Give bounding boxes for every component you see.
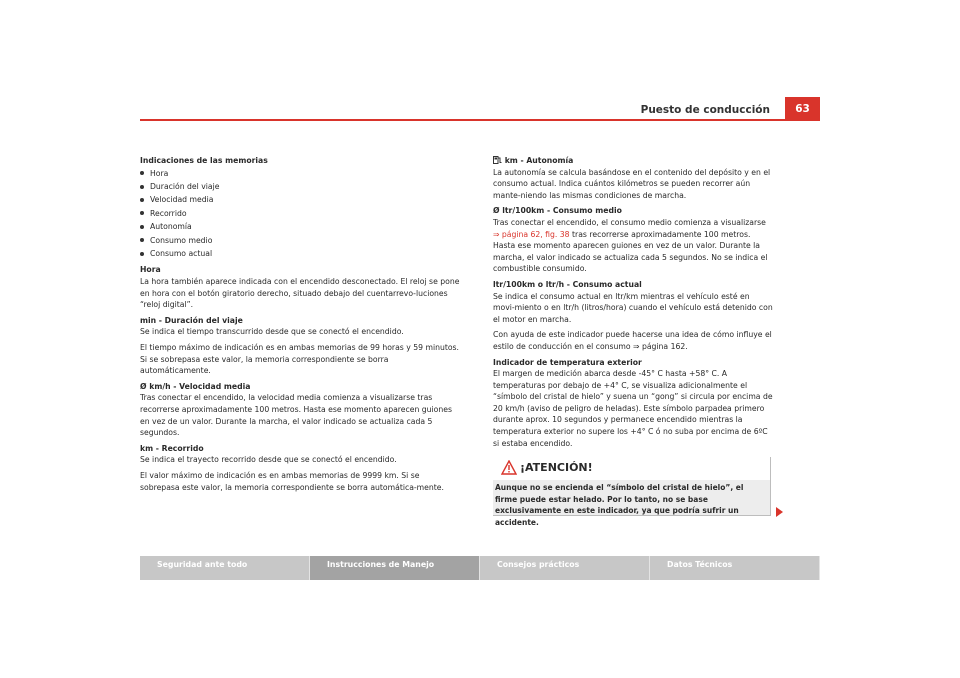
warning-triangle-icon: [501, 460, 517, 475]
list-item: Consumo actual: [140, 247, 460, 260]
consumo-actual-text-1: Se indica el consumo actual en ltr/km mientras el vehículo esté en movi-miento o en ltr/h (litros/hora) cuando el vehículo está detenido con el motor en marcha.: [493, 291, 773, 324]
list-item: Recorrido: [140, 207, 460, 220]
hora-text: La hora también aparece indicada con el encendido desconectado. El reloj se pone en hora con el botón giratorio derecho, situado debajo del cuentarrevo-luciones “reloj digital”.: [140, 277, 460, 310]
consumo-medio-text-a: Tras conectar el encendido, el consumo medio comienza a visualizarse: [493, 217, 766, 227]
temperatura-text: El margen de medición abarca desde -45° C hasta +58° C. A temperaturas por debajo de +4° C, se visualiza adicionalmente el “símbolo del cristal de hielo” y suena un “gong” si circula por encima de 20 km/h (aviso de peligro de heladas). Este símbolo parpadea primero durante aprox. 10 segundos y permanece encendido mientras la temperatura exterior no supere los +4° C ó no suba por encima de 6ºC si estaba encendido.: [493, 369, 773, 448]
recorrido-text-1: Se indica el trayecto recorrido desde que se conectó el encendido.: [140, 455, 397, 465]
footer-tab-consejos[interactable]: Consejos prácticos: [480, 556, 650, 580]
autonomia-heading-row: [493, 155, 773, 167]
left-column: [140, 155, 460, 497]
footer-nav: [140, 556, 820, 580]
footer-tab-instrucciones[interactable]: Instrucciones de Manejo: [310, 556, 480, 580]
autonomia-heading: km - Autonomía: [504, 156, 574, 165]
min-heading: min - Duración del viaje: [140, 315, 243, 325]
list-item: Velocidad media: [140, 193, 460, 206]
hora-heading: Hora: [140, 265, 161, 275]
footer-tab-seguridad[interactable]: Seguridad ante todo: [140, 556, 310, 580]
fuel-pump-icon: [493, 156, 502, 164]
memories-heading: Indicaciones de las memorias: [140, 156, 268, 165]
velocidad-text: Tras conectar el encendido, la velocidad media comienza a visualizarse tras recorrerse aproximadamente 100 metros. Hasta ese momento aparecen guiones en vez de un valor. Durante la marcha, el valor indicado se actualiza cada 5 segundos.: [140, 393, 452, 438]
autonomia-text: La autonomía se calcula basándose en el contenido del depósito y en el consumo actual. Indica cuántos kilómetros se pueden recorrer aún mante-niendo las mismas condiciones de marcha.: [493, 167, 771, 200]
warning-text: Aunque no se encienda el “símbolo del cristal de hielo”, el firme puede estar helado. Por lo tanto, no se base exclusivamente en este indicador, ya que podría sufrir un accidente.: [495, 483, 744, 527]
right-column: [493, 155, 773, 527]
consumo-actual-heading: ltr/100km o ltr/h - Consumo actual: [493, 279, 642, 289]
footer-tab-datos[interactable]: Datos Técnicos: [650, 556, 820, 580]
page-header-title: Puesto de conducción: [640, 104, 770, 116]
list-item: Hora: [140, 167, 460, 180]
memories-list: [140, 167, 460, 261]
consumo-medio-heading: Ø ltr/100km - Consumo medio: [493, 206, 622, 216]
figure-reference-link[interactable]: ⇒ página 62, fig. 38: [493, 229, 570, 239]
page-number: 63: [785, 97, 820, 119]
consumo-medio-text-b: tras recorrerse aproximadamente 100 metros. Hasta ese momento aparecen guiones en vez de un valor. Durante la marcha, el valor indicado se actualiza cada 5 segundos. No se indica el combustible consumido.: [493, 229, 768, 274]
recorrido-text-2: El valor máximo de indicación es en ambas memorias de 9999 km. Si se sobrepasa este valor, la memoria correspondiente se borra automática-mente.: [140, 470, 444, 492]
header-rule: [140, 119, 820, 121]
recorrido-heading: km - Recorrido: [140, 443, 204, 453]
velocidad-heading: Ø km/h - Velocidad media: [140, 381, 251, 391]
list-item: Duración del viaje: [140, 180, 460, 193]
list-item: Autonomía: [140, 220, 460, 233]
consumo-actual-text-2: Con ayuda de este indicador puede hacerse una idea de cómo influye el estilo de conducción en el consumo ⇒ página 162.: [493, 330, 772, 351]
consumo-medio-text: [493, 217, 773, 275]
warning-title: ¡ATENCIÓN!: [520, 461, 593, 475]
min-text-2: El tiempo máximo de indicación es en ambas memorias de 99 horas y 59 minutos. Si se sobrepasa este valor, la memoria correspondiente se borra automáticamente.: [140, 343, 460, 376]
list-item: Consumo medio: [140, 234, 460, 247]
continue-arrow-icon: [776, 507, 783, 517]
warning-box: [493, 457, 771, 527]
min-text-1: Se indica el tiempo transcurrido desde que se conectó el encendido.: [140, 327, 404, 337]
temperatura-heading: Indicador de temperatura exterior: [493, 357, 642, 367]
